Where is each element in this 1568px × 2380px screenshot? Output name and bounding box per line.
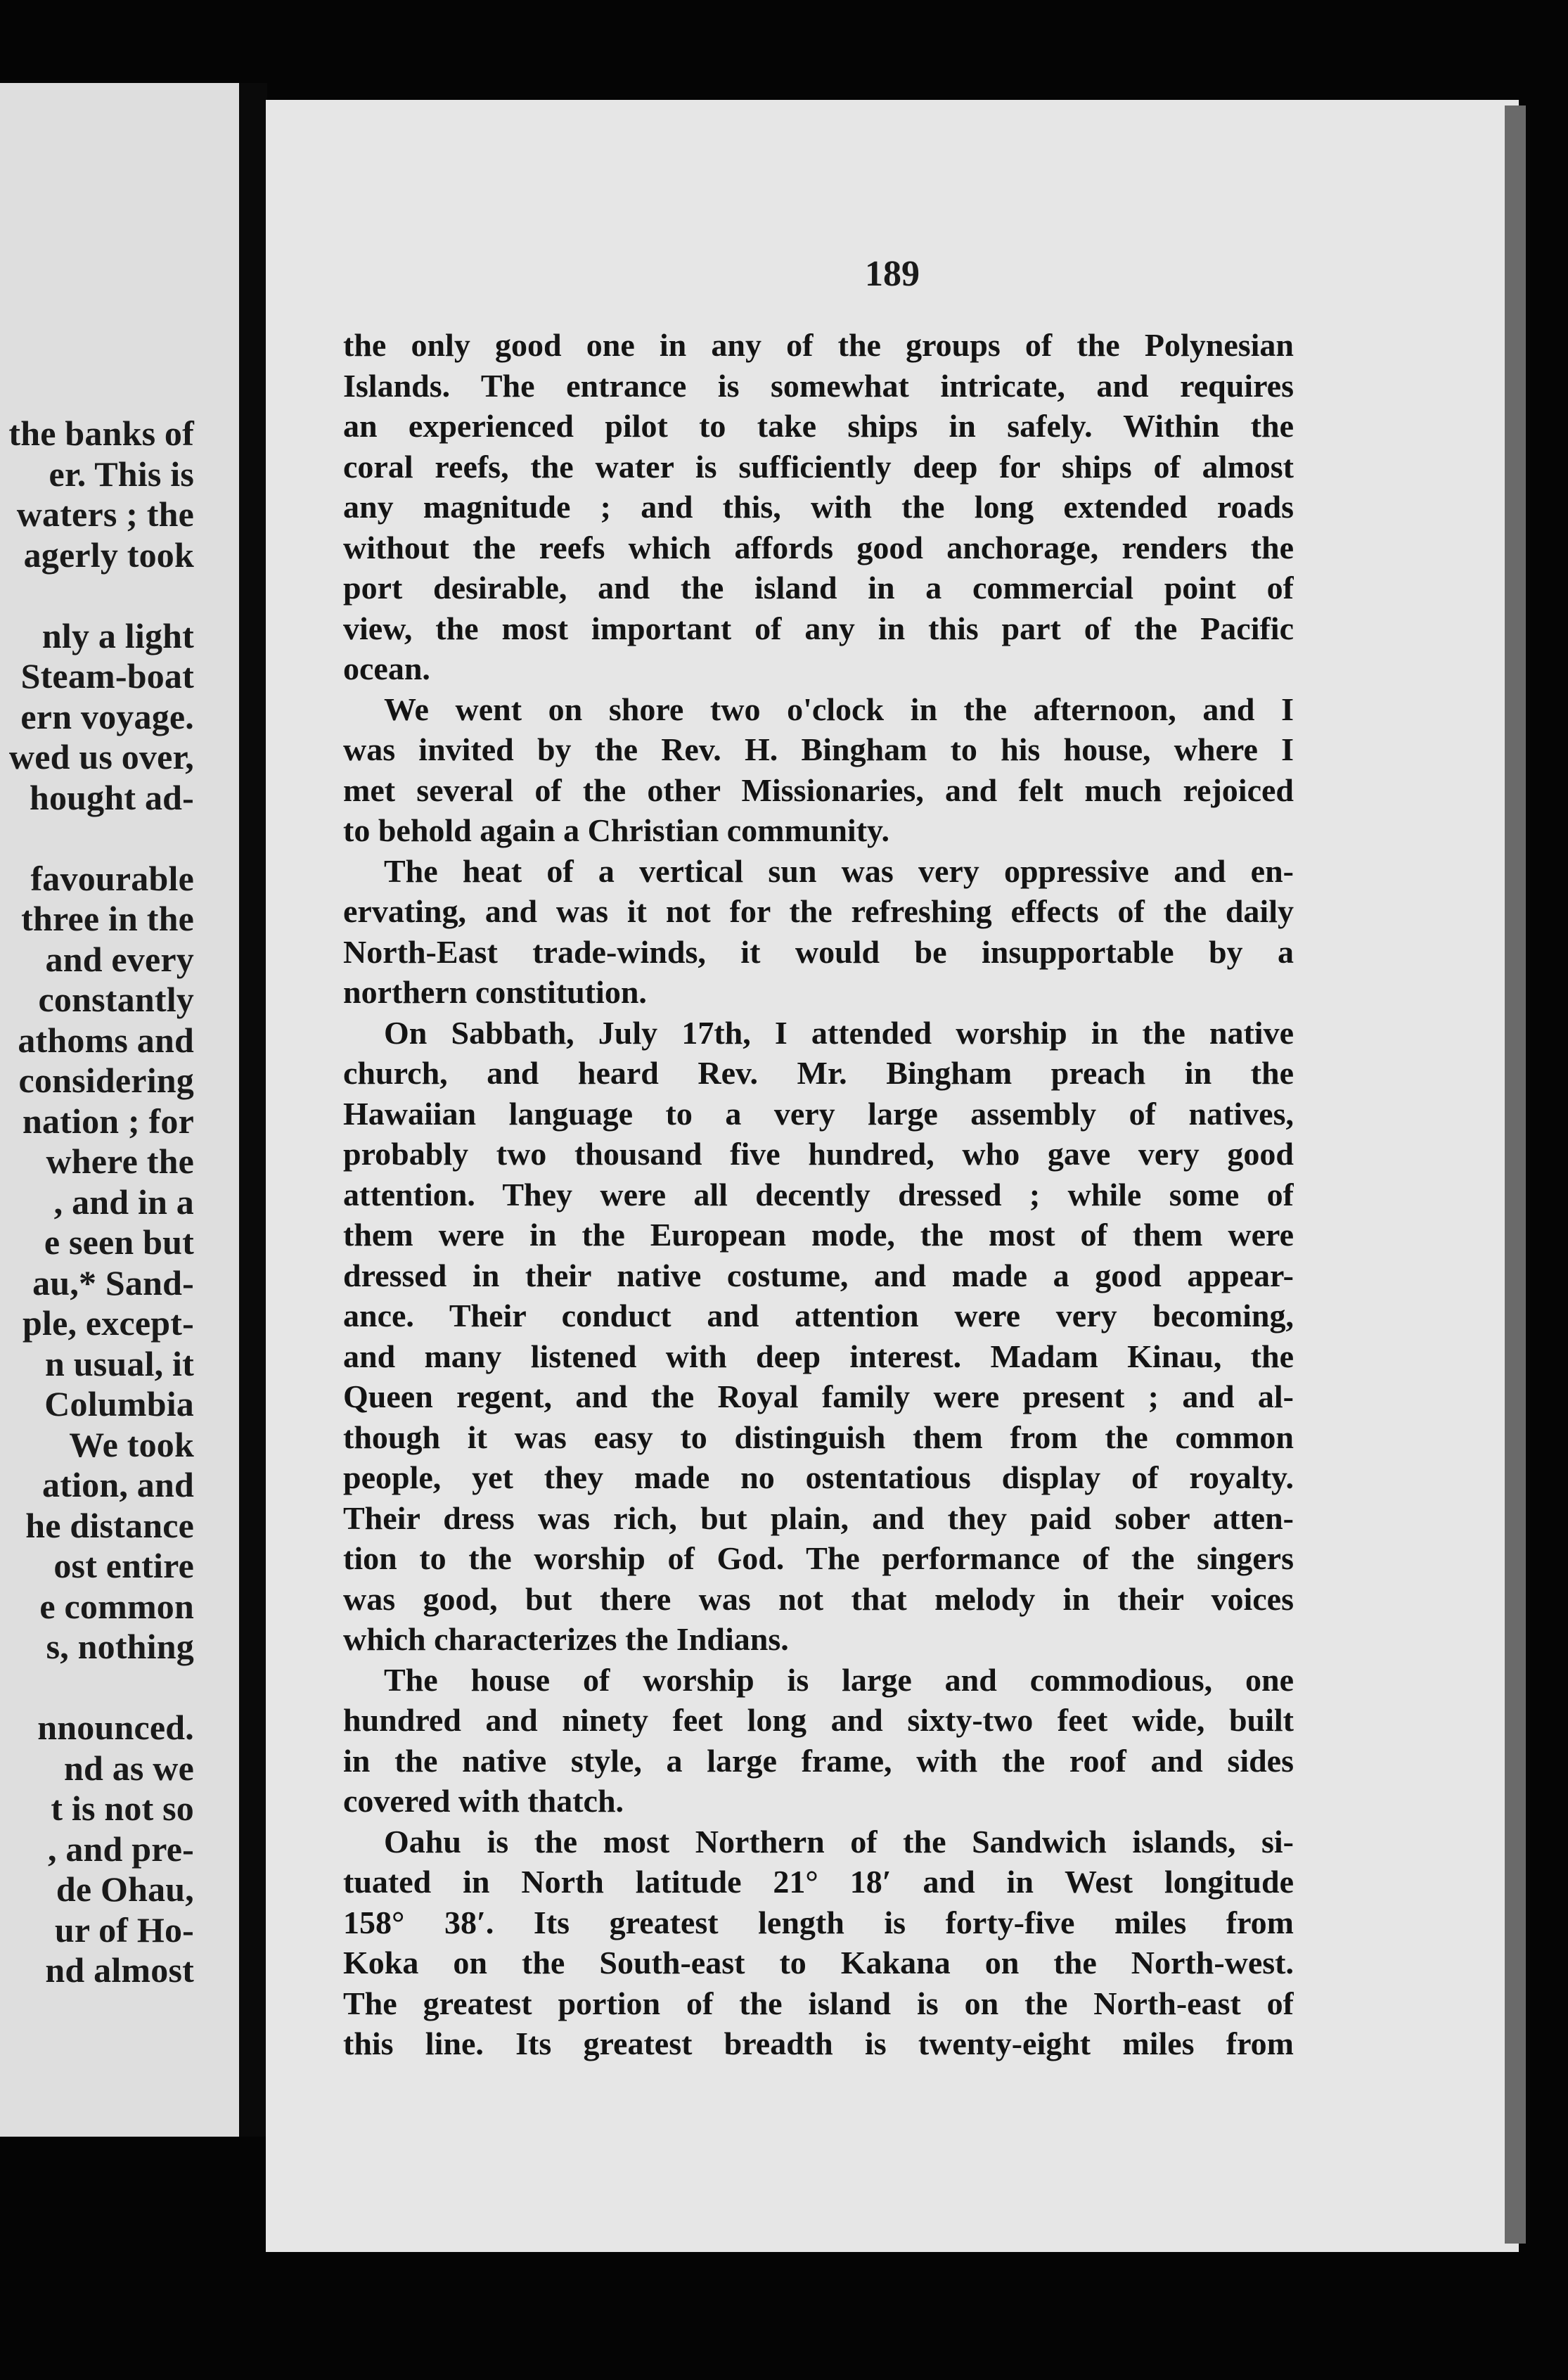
text-line: coral reefs, the water is sufficiently deep for ships of almost: [343, 448, 1294, 485]
paragraph: [343, 325, 1294, 689]
text-line: North-East trade-winds, it would be insupportable by a: [343, 933, 1294, 970]
text-line: church, and heard Rev. Mr. Bingham preach in the: [343, 1055, 1294, 1091]
left-page-line: de Ohau,: [56, 1869, 194, 1909]
text-line: tion to the worship of God. The performance of the singers: [343, 1540, 1294, 1576]
left-page-line: n usual, it: [44, 1343, 194, 1383]
left-page-line: s, nothing: [46, 1627, 194, 1666]
text-line: the only good one in any of the groups of the Polynesian: [343, 327, 1294, 363]
text-line: people, yet they made no ostentatious display of royalty.: [343, 1459, 1294, 1495]
text-line: hundred and ninety feet long and sixty-two feet wide, built: [343, 1702, 1294, 1738]
text-line: The greatest portion of the island is on the North-east of: [343, 1985, 1294, 2021]
paragraph: [343, 851, 1294, 1013]
left-page-line: he distance: [25, 1505, 194, 1545]
left-page-line: [0, 575, 194, 616]
left-page-line: ost entire: [53, 1546, 194, 1585]
left-page-line: considering: [18, 1061, 194, 1100]
text-line: an experienced pilot to take ships in safely. Within the: [343, 408, 1294, 444]
left-page-line: [0, 1668, 194, 1708]
left-page-line: athoms and: [18, 1020, 194, 1060]
page-number: 189: [865, 254, 920, 294]
left-page-line: ple, except-: [23, 1303, 194, 1343]
left-page-line: constantly: [38, 980, 194, 1019]
paragraph: [343, 1660, 1294, 1822]
text-line: Islands. The entrance is somewhat intricate, and requires: [343, 367, 1294, 404]
paragraph: [343, 1013, 1294, 1660]
left-page-line: where the: [46, 1141, 194, 1181]
text-line: tuated in North latitude 21° 18′ and in West longitude: [343, 1864, 1294, 1900]
left-page-line: nation ; for: [22, 1101, 194, 1141]
left-page-line: three in the: [21, 899, 194, 938]
text-line: met several of the other Missionaries, and felt much rejoiced: [343, 772, 1294, 808]
text-line: ance. Their conduct and attention were very becoming,: [343, 1298, 1294, 1333]
paragraph: [343, 689, 1294, 851]
left-page-line: Columbia: [44, 1384, 194, 1423]
text-line: Their dress was rich, but plain, and they paid sober atten-: [343, 1499, 1294, 1536]
left-page-line: nd as we: [64, 1748, 194, 1788]
left-page-line: nly a light: [41, 615, 194, 655]
left-page-line: and every: [45, 939, 194, 979]
text-line: and many listened with deep interest. Madam Kinau, the: [343, 1338, 1294, 1374]
left-page-line: agerly took: [23, 535, 194, 575]
left-page-line: , and pre-: [47, 1829, 194, 1869]
left-page-line: Steam-boat: [20, 656, 194, 696]
left-page-line: [0, 818, 194, 859]
left-page-line: , and in a: [53, 1182, 194, 1222]
left-page-line: wed us over,: [8, 737, 194, 776]
text-line: any magnitude ; and this, with the long extended roads: [343, 489, 1294, 525]
text-line: to behold again a Christian community.: [343, 812, 889, 848]
text-line: Queen regent, and the Royal family were present ; and al-: [343, 1378, 1294, 1414]
text-line: was good, but there was not that melody in their voices: [343, 1580, 1294, 1617]
text-line: The house of worship is large and commodious, one: [384, 1661, 1294, 1698]
left-page-line: au,* Sand-: [32, 1262, 194, 1303]
left-page-line: waters ; the: [16, 494, 194, 534]
right-page: [266, 100, 1519, 2252]
text-line: was invited by the Rev. H. Bingham to his house, where I: [343, 731, 1294, 767]
left-page-line: nnounced.: [37, 1708, 194, 1747]
text-line: northern constitution.: [343, 974, 647, 1010]
left-page-line: ation, and: [42, 1465, 194, 1504]
left-page: [0, 83, 239, 2137]
text-line: ervating, and was it not for the refreshing effects of the daily: [343, 893, 1294, 929]
left-page-line: t is not so: [51, 1789, 194, 1828]
text-line: 158° 38′. Its greatest length is forty-five miles from: [343, 1904, 1294, 1940]
text-line: this line. Its greatest breadth is twenty-eight miles from: [343, 2026, 1294, 2061]
text-line: On Sabbath, July 17th, I attended worship in the native: [384, 1014, 1294, 1051]
text-line: Oahu is the most Northern of the Sandwich islands, si-: [384, 1823, 1294, 1860]
text-line: covered with thatch.: [343, 1783, 624, 1819]
left-page-line: ern voyage.: [20, 696, 194, 736]
text-line: in the native style, a large frame, with the roof and sides: [343, 1742, 1294, 1779]
text-line: Koka on the South-east to Kakana on the North-west.: [343, 1945, 1294, 1981]
page-edge: [1505, 105, 1526, 2244]
left-page-line: We took: [69, 1424, 194, 1464]
text-line: without the reefs which affords good anchorage, renders the: [343, 529, 1294, 565]
text-line: them were in the European mode, the most of them were: [343, 1217, 1294, 1253]
page-body: [343, 325, 1294, 2064]
left-page-line: nd almost: [45, 1950, 194, 1990]
text-line: port desirable, and the island in a commercial point of: [343, 570, 1294, 606]
left-page-line: e common: [39, 1586, 194, 1626]
left-page-line: ur of Ho-: [54, 1909, 194, 1950]
text-line: though it was easy to distinguish them from the common: [343, 1419, 1294, 1455]
left-page-line: e seen but: [44, 1222, 194, 1262]
left-page-text: [0, 414, 194, 1991]
text-line: The heat of a vertical sun was very oppressive and en-: [384, 852, 1294, 889]
text-line: probably two thousand five hundred, who gave very good: [343, 1136, 1294, 1172]
book-gutter: [239, 83, 267, 2137]
left-page-line: er. This is: [49, 454, 194, 494]
left-page-line: favourable: [30, 858, 194, 898]
text-line: view, the most important of any in this part of the Pacific: [343, 610, 1294, 646]
left-page-line: hought ad-: [29, 777, 194, 817]
text-line: Hawaiian language to a very large assembly of natives,: [343, 1095, 1294, 1132]
paragraph: [343, 1822, 1294, 2064]
text-line: attention. They were all decently dressed ; while some of: [343, 1176, 1294, 1213]
left-page-line: the banks of: [8, 414, 194, 453]
text-line: ocean.: [343, 651, 430, 686]
text-line: dressed in their native costume, and made a good appear-: [343, 1257, 1294, 1293]
text-line: which characterizes the Indians.: [343, 1621, 789, 1657]
text-line: We went on shore two o'clock in the afternoon, and I: [384, 691, 1294, 727]
